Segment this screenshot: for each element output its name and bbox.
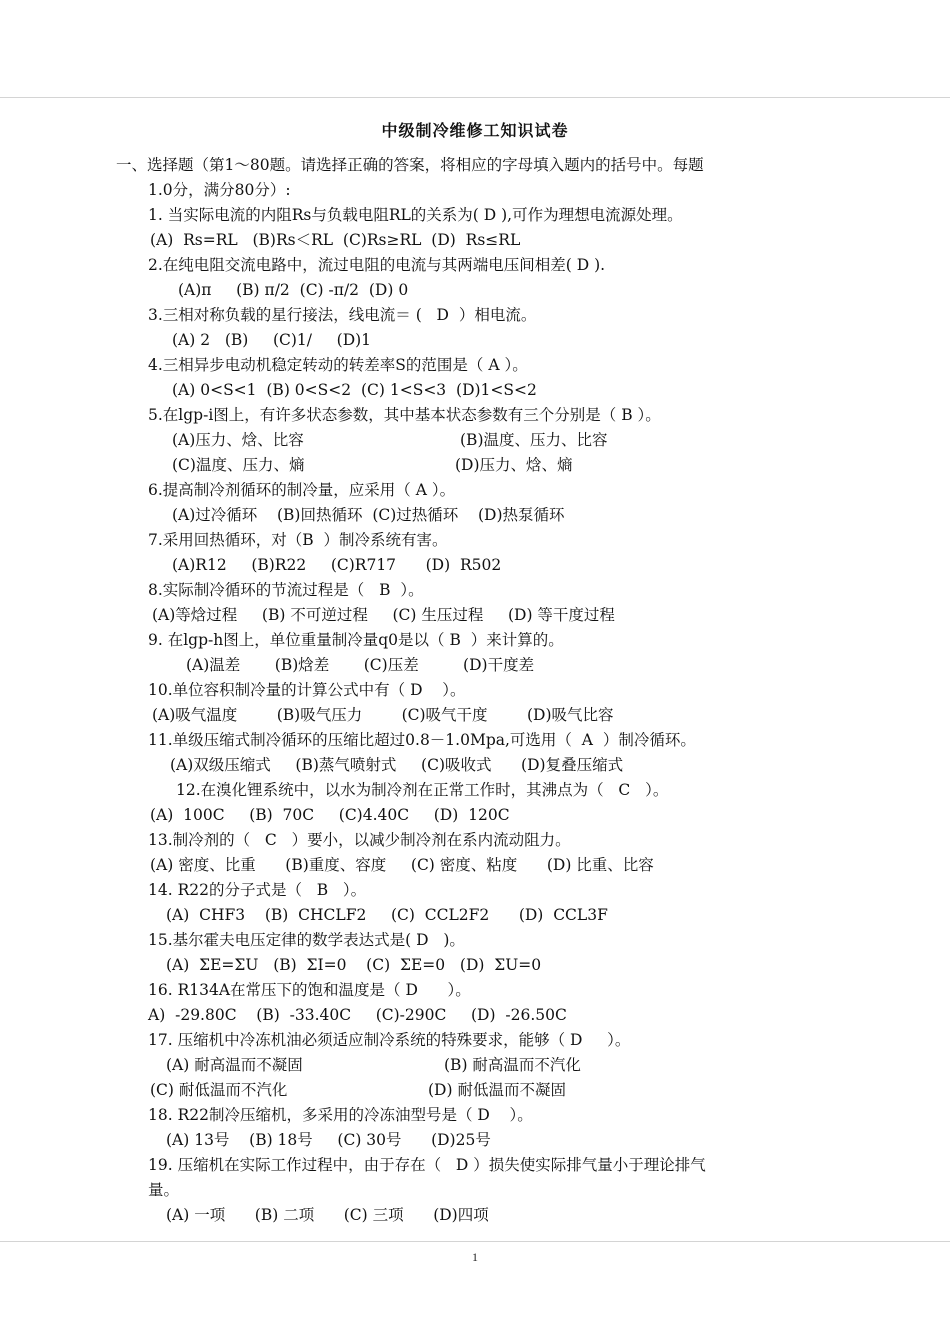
question-10-options: (A)吸气温度 (B)吸气压力 (C)吸气干度 (D)吸气比容	[152, 706, 614, 724]
question-4: 4.三相异步电动机稳定转动的转差率S的范围是（ A ）。	[148, 356, 528, 374]
question-18-options: (A) 13号 (B) 18号 (C) 30号 (D)25号	[166, 1131, 491, 1149]
question-17-option-b: (B) 耐高温而不汽化	[444, 1056, 581, 1074]
question-4-options: (A) 0<S<1 (B) 0<S<2 (C) 1<S<3 (D)1<S<2	[172, 381, 537, 399]
question-5: 5.在lgp-i图上，有许多状态参数，其中基本状态参数有三个分别是（ B ）。	[148, 406, 661, 424]
question-19-continued: 量。	[148, 1181, 180, 1199]
question-15-options: (A) ΣE=ΣU (B) ΣI=0 (C) ΣE=0 (D) ΣU=0	[166, 956, 542, 974]
question-11: 11.单级压缩式制冷循环的压缩比超过0.8－1.0Mpa,可选用（ A ）制冷循环。	[148, 731, 696, 749]
document-title: 中级制冷维修工知识试卷	[381, 121, 569, 140]
question-14-options: (A) CHF3 (B) CHCLF2 (C) CCL2F2 (D) CCL3F	[166, 906, 608, 924]
question-2: 2.在纯电阻交流电路中，流过电阻的电流与其两端电压间相差( D ).	[148, 256, 606, 274]
question-19: 19. 压缩机在实际工作过程中，由于存在（ D ）损失使实际排气量小于理论排气	[148, 1156, 706, 1174]
question-1-options: (A) Rs=RL (B)Rs＜RL (C)Rs≥RL (D) Rs≤RL	[150, 231, 521, 249]
question-5-option-c: (C)温度、压力、熵	[172, 456, 305, 474]
question-8-options: (A)等焓过程 (B) 不可逆过程 (C) 生压过程 (D) 等干度过程	[152, 606, 615, 624]
question-6: 6.提高制冷剂循环的制冷量，应采用（ A ）。	[148, 481, 456, 499]
question-13: 13.制冷剂的（ C ）要小，以减少制冷剂在系内流动阻力。	[148, 831, 571, 849]
question-5-option-b: (B)温度、压力、比容	[460, 431, 608, 449]
question-19-options: (A) 一项 (B) 二项 (C) 三项 (D)四项	[166, 1206, 489, 1224]
question-13-options: (A) 密度、比重 (B)重度、容度 (C) 密度、粘度 (D) 比重、比容	[150, 856, 654, 874]
question-10: 10.单位容积制冷量的计算公式中有（ D ）。	[148, 681, 466, 699]
question-12: 12.在溴化锂系统中，以水为制冷剂在正常工作时，其沸点为（ C ）。	[176, 781, 669, 799]
question-17: 17. 压缩机中冷冻机油必须适应制冷系统的特殊要求，能够（ D ）。	[148, 1031, 631, 1049]
question-17-option-c: (C) 耐低温而不汽化	[150, 1081, 288, 1099]
question-15: 15.基尔霍夫电压定律的数学表达式是( D )。	[148, 931, 465, 949]
question-11-options: (A)双级压缩式 (B)蒸气喷射式 (C)吸收式 (D)复叠压缩式	[170, 756, 624, 774]
question-17-option-a: (A) 耐高温而不凝固	[166, 1056, 303, 1074]
question-18: 18. R22制冷压缩机，多采用的冷冻油型号是（ D ）。	[148, 1106, 533, 1124]
question-12-options: (A) 100C (B) 70C (C)4.40C (D) 120C	[150, 806, 510, 824]
question-8: 8.实际制冷循环的节流过程是（ B ）。	[148, 581, 424, 599]
page-number: 1	[472, 1250, 478, 1264]
question-7-options: (A)R12 (B)R22 (C)R717 (D) R502	[172, 556, 502, 574]
question-14: 14. R22的分子式是（ B ）。	[148, 881, 367, 899]
question-6-options: (A)过冷循环 (B)回热循环 (C)过热循环 (D)热泵循环	[172, 506, 565, 524]
section-header-line: 一、选择题（第1～80题。请选择正确的答案，将相应的字母填入题内的括号中。每题	[116, 156, 704, 174]
question-17-option-d: (D) 耐低温而不凝固	[428, 1081, 566, 1099]
page-bottom-border	[0, 1241, 950, 1242]
question-16-options: A) -29.80C (B) -33.40C (C)-290C (D) -26.50C	[148, 1006, 567, 1024]
question-3-options: (A) 2 (B) (C)1/ (D)1	[172, 331, 372, 349]
question-3: 3.三相对称负载的星行接法，线电流＝ ( D ）相电流。	[148, 306, 537, 324]
question-2-options: (A)π (B) π/2 (C) -π/2 (D) 0	[178, 281, 409, 299]
question-9-options: (A)温差 (B)焓差 (C)压差 (D)干度差	[186, 656, 535, 674]
question-1: 1. 当实际电流的内阻Rs与负载电阻RL的关系为( D ),可作为理想电流源处理。	[148, 206, 683, 224]
section-header-line: 1.0分，满分80分）:	[148, 181, 291, 199]
question-16: 16. R134A在常压下的饱和温度是（ D ）。	[148, 981, 471, 999]
page-top-border	[0, 97, 950, 98]
question-9: 9. 在lgp-h图上，单位重量制冷量q0是以（ B ）来计算的。	[148, 631, 564, 649]
question-5-option-d: (D)压力、焓、熵	[455, 456, 573, 474]
question-7: 7.采用回热循环，对（B ）制冷系统有害。	[148, 531, 448, 549]
question-5-option-a: (A)压力、焓、比容	[172, 431, 304, 449]
